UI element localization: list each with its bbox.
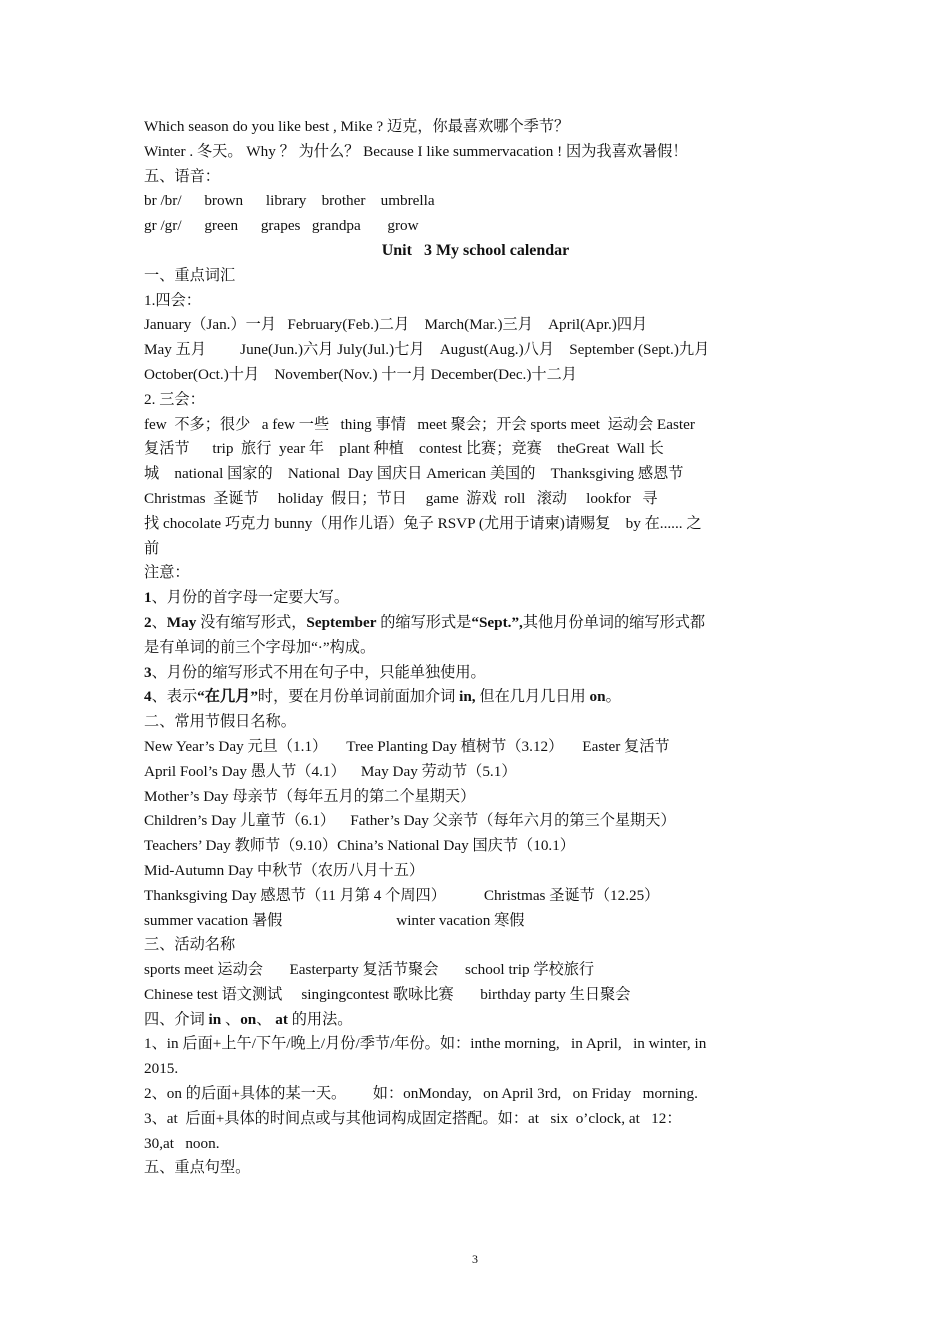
note-text: 、月份的首字母一定要大写。 (151, 589, 350, 607)
document-page (144, 115, 807, 1181)
note-text: 的缩写形式是 (376, 613, 472, 631)
heading-text: 、 (256, 1010, 276, 1028)
note-term: in, (459, 688, 476, 706)
note-text: 没有缩写形式， (196, 613, 307, 631)
text-line: 1.四会： (144, 291, 201, 309)
note-number: 1 (144, 589, 152, 607)
section-heading: 五、重点句型。 (144, 1159, 251, 1177)
note-text: 其他月份单词的缩写形式都 (522, 613, 706, 631)
note-text: 但在几月几日用 (475, 688, 590, 706)
note-text: 、表示 (151, 688, 198, 706)
usage-line: 3、at 后面+具体的时间点或与其他词构成固定搭配。如：at six o’clock, at 12： (144, 1109, 682, 1127)
text-line: few 不多；很少 a few 一些 thing 事情 meet 聚会；开会 sports meet 运动会 Easter (144, 415, 695, 433)
usage-line: 2、on 的后面+具体的某一天。 如：onMonday, on April 3rd, on Friday morning. (144, 1085, 698, 1103)
note-term: “在几月” (197, 688, 258, 706)
text-line: Christmas 圣诞节 holiday 假日；节日 game 游戏 roll 滚动 lookfor 寻 (144, 489, 658, 507)
activity-line: sports meet 运动会 Easterparty 复活节聚会 school trip 学校旅行 (144, 961, 595, 979)
text-line: Winter . 冬天。 Why ？ 为什么？ Because I like summervacation ! 因为我喜欢暑假！ (144, 142, 688, 160)
usage-line: 30,at noon. (144, 1134, 220, 1152)
note-3 (144, 661, 807, 686)
note-2 (144, 611, 807, 636)
activity-line: Chinese test 语文测试 singingcontest 歌咏比赛 birthday party 生日聚会 (144, 985, 631, 1003)
text-line: gr /gr/ green grapes grandpa grow (144, 217, 419, 235)
text-line: 找 chocolate 巧克力 bunny（用作儿语）兔子 RSVP (尤用于请柬)请赐复 by 在...... 之 (144, 514, 702, 532)
note-1 (144, 586, 807, 611)
holiday-line: summer vacation 暑假 winter vacation 寒假 (144, 911, 525, 929)
holiday-line: April Fool’s Day 愚人节（4.1） May Day 劳动节（5.1） (144, 762, 517, 780)
holiday-line: Mother’s Day 母亲节（每年五月的第二个星期天） (144, 787, 476, 805)
heading-text: 、 (221, 1010, 241, 1028)
note-text: 时，要在月份单词前面加介词 (257, 688, 460, 706)
text-line: 2. 三会： (144, 390, 205, 408)
text-line: October(Oct.)十月 November(Nov.) 十一月 December(Dec.)十二月 (144, 365, 577, 383)
text-line: 复活节 trip 旅行 year 年 plant 种植 contest 比赛；竞赛 theGreat Wall 长 (144, 440, 664, 458)
text-line: 前 (144, 539, 160, 557)
holiday-line: Mid-Autumn Day 中秋节（农历八月十五） (144, 861, 425, 879)
preposition: in (208, 1010, 222, 1028)
heading-text: 四、介词 (144, 1010, 209, 1028)
note-number: 3 (144, 663, 152, 681)
note-number: 4 (144, 688, 152, 706)
note-term: “Sept.”, (471, 613, 523, 631)
section-heading: 三、活动名称 (144, 936, 236, 954)
text-line: 城 national 国家的 National Day 国庆日 American 美国的 Thanksgiving 感恩节 (144, 465, 684, 483)
holiday-line: Teachers’ Day 教师节（9.10）China’s National Day 国庆节（10.1） (144, 837, 575, 855)
note-term: May (166, 613, 197, 631)
text-line: May 五月 June(Jun.)六月 July(Jul.)七月 August(Aug.)八月 September (Sept.)九月 (144, 341, 710, 359)
section-heading: 二、常用节假日名称。 (144, 713, 296, 731)
note-text: 。 (605, 688, 621, 706)
section-heading (144, 1008, 807, 1033)
page-number: 3 (472, 1252, 478, 1266)
section-heading: 一、重点词汇 (144, 266, 236, 284)
usage-line: 1、in 后面+上午/下午/晚上/月份/季节/年份。如：inthe morning, in April, in winter, in (144, 1035, 707, 1053)
section-heading: 五、语音： (144, 167, 220, 185)
usage-line: 2015. (144, 1060, 179, 1078)
note-text: 、 (151, 613, 167, 631)
note-heading: 注意： (144, 564, 190, 582)
holiday-line: Children’s Day 儿童节（6.1） Father’s Day 父亲节（每年六月的第三个星期天） (144, 812, 676, 830)
preposition: on (240, 1010, 257, 1028)
holiday-line: New Year’s Day 元旦（1.1） Tree Planting Day 植树节（3.12） Easter 复活节 (144, 737, 670, 755)
text-line: 是有单词的前三个字母加“·”构成。 (144, 638, 376, 656)
text-line: br /br/ brown library brother umbrella (144, 192, 435, 210)
note-term: September (306, 613, 377, 631)
preposition: at (275, 1010, 288, 1028)
heading-text: 的用法。 (287, 1010, 353, 1028)
unit-title: Unit 3 My school calendar (381, 241, 570, 259)
note-4 (144, 685, 807, 710)
note-text: 、月份的缩写形式不用在句子中，只能单独使用。 (151, 663, 486, 681)
note-term: on (589, 688, 606, 706)
text-line: January（Jan.）一月 February(Feb.)二月 March(Mar.)三月 April(Apr.)四月 (144, 316, 648, 334)
holiday-line: Thanksgiving Day 感恩节（11 月第 4 个周四） Christmas 圣诞节（12.25） (144, 886, 660, 904)
note-number: 2 (144, 613, 152, 631)
text-line: Which season do you like best , Mike ? 迈克，你最喜欢哪个季节？ (144, 118, 570, 135)
